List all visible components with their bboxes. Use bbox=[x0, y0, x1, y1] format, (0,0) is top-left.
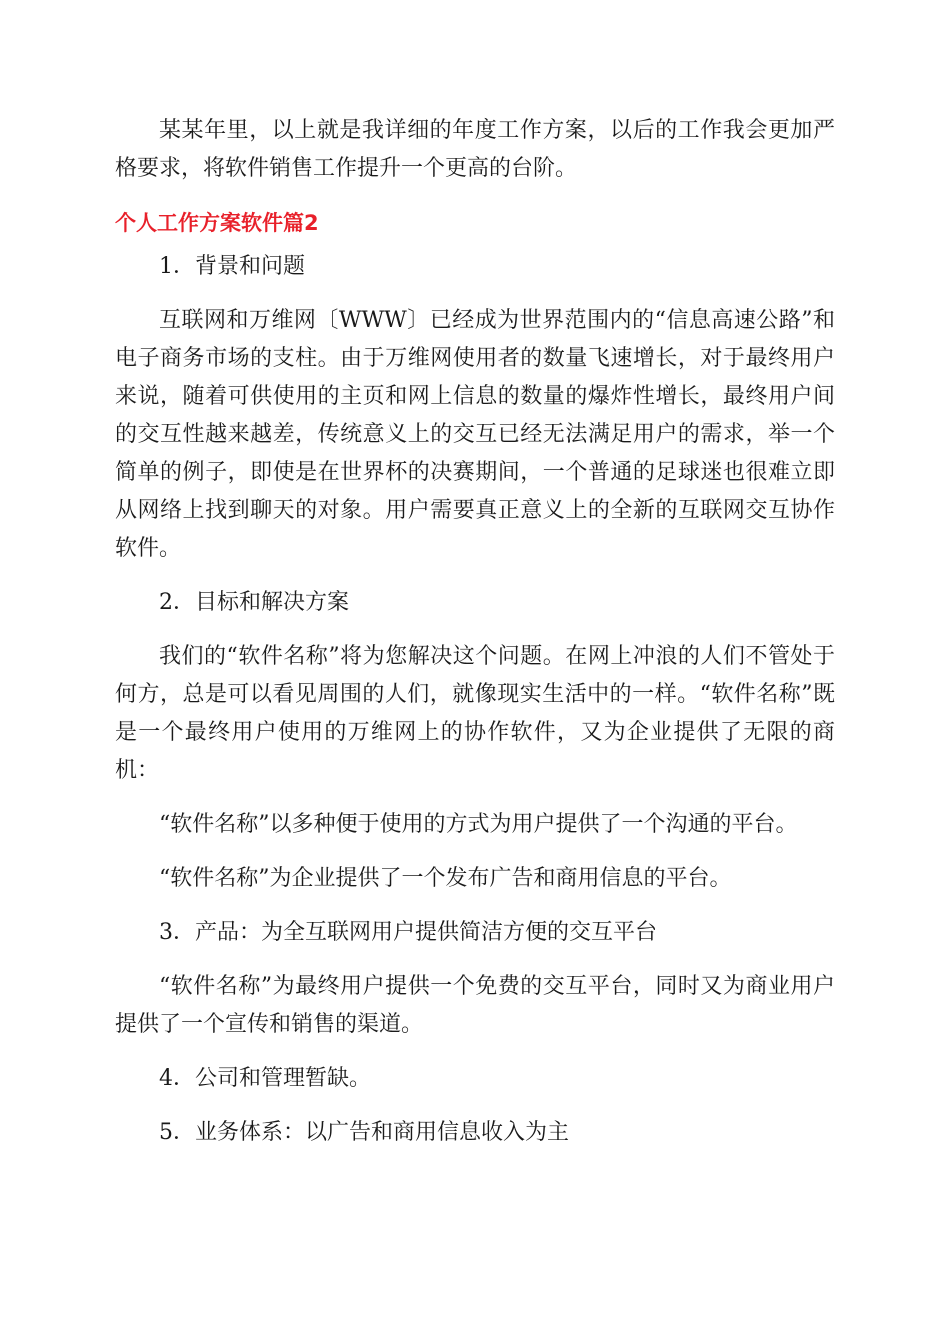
item2-body: 我们的“软件名称”将为您解决这个问题。在网上冲浪的人们不管处于何方，总是可以看见周围的人们，就像现实生活中的一样。“软件名称”既是一个最终用户使用的万维网上的协作软件，又为企业提供了无限的商机： bbox=[115, 644, 835, 783]
item2-title: 2．目标和解决方案 bbox=[159, 590, 349, 615]
item2-point2: “软件名称”为企业提供了一个发布广告和商用信息的平台。 bbox=[159, 866, 732, 891]
document-body bbox=[115, 112, 835, 1168]
item5-title: 5．业务体系：以广告和商用信息收入为主 bbox=[159, 1120, 569, 1145]
item3-title: 3．产品：为全互联网用户提供简洁方便的交互平台 bbox=[159, 920, 657, 945]
item4-title: 4．公司和管理暂缺。 bbox=[159, 1066, 371, 1091]
section-title: 个人工作方案软件篇2 bbox=[115, 211, 319, 235]
item3-body: “软件名称”为最终用户提供一个免费的交互平台，同时又为商业用户提供了一个宣传和销售的渠道。 bbox=[115, 974, 835, 1037]
intro-paragraph: 某某年里，以上就是我详细的年度工作方案，以后的工作我会更加严格要求，将软件销售工作提升一个更高的台阶。 bbox=[115, 118, 835, 181]
item1-title: 1．背景和问题 bbox=[159, 254, 305, 279]
item1-body: 互联网和万维网〔WWW〕已经成为世界范围内的“信息高速公路”和电子商务市场的支柱。由于万维网使用者的数量飞速增长，对于最终用户来说，随着可供使用的主页和网上信息的数量的爆炸性增长，最终用户间的交互性越来越差，传统意义上的交互已经无法满足用户的需求，举一个简单的例子，即使是在世界杯的决赛期间，一个普通的足球迷也很难立即从网络上找到聊天的对象。用户需要真正意义上的全新的互联网交互协作软件。 bbox=[115, 308, 835, 561]
item2-point1: “软件名称”以多种便于使用的方式为用户提供了一个沟通的平台。 bbox=[159, 812, 798, 837]
